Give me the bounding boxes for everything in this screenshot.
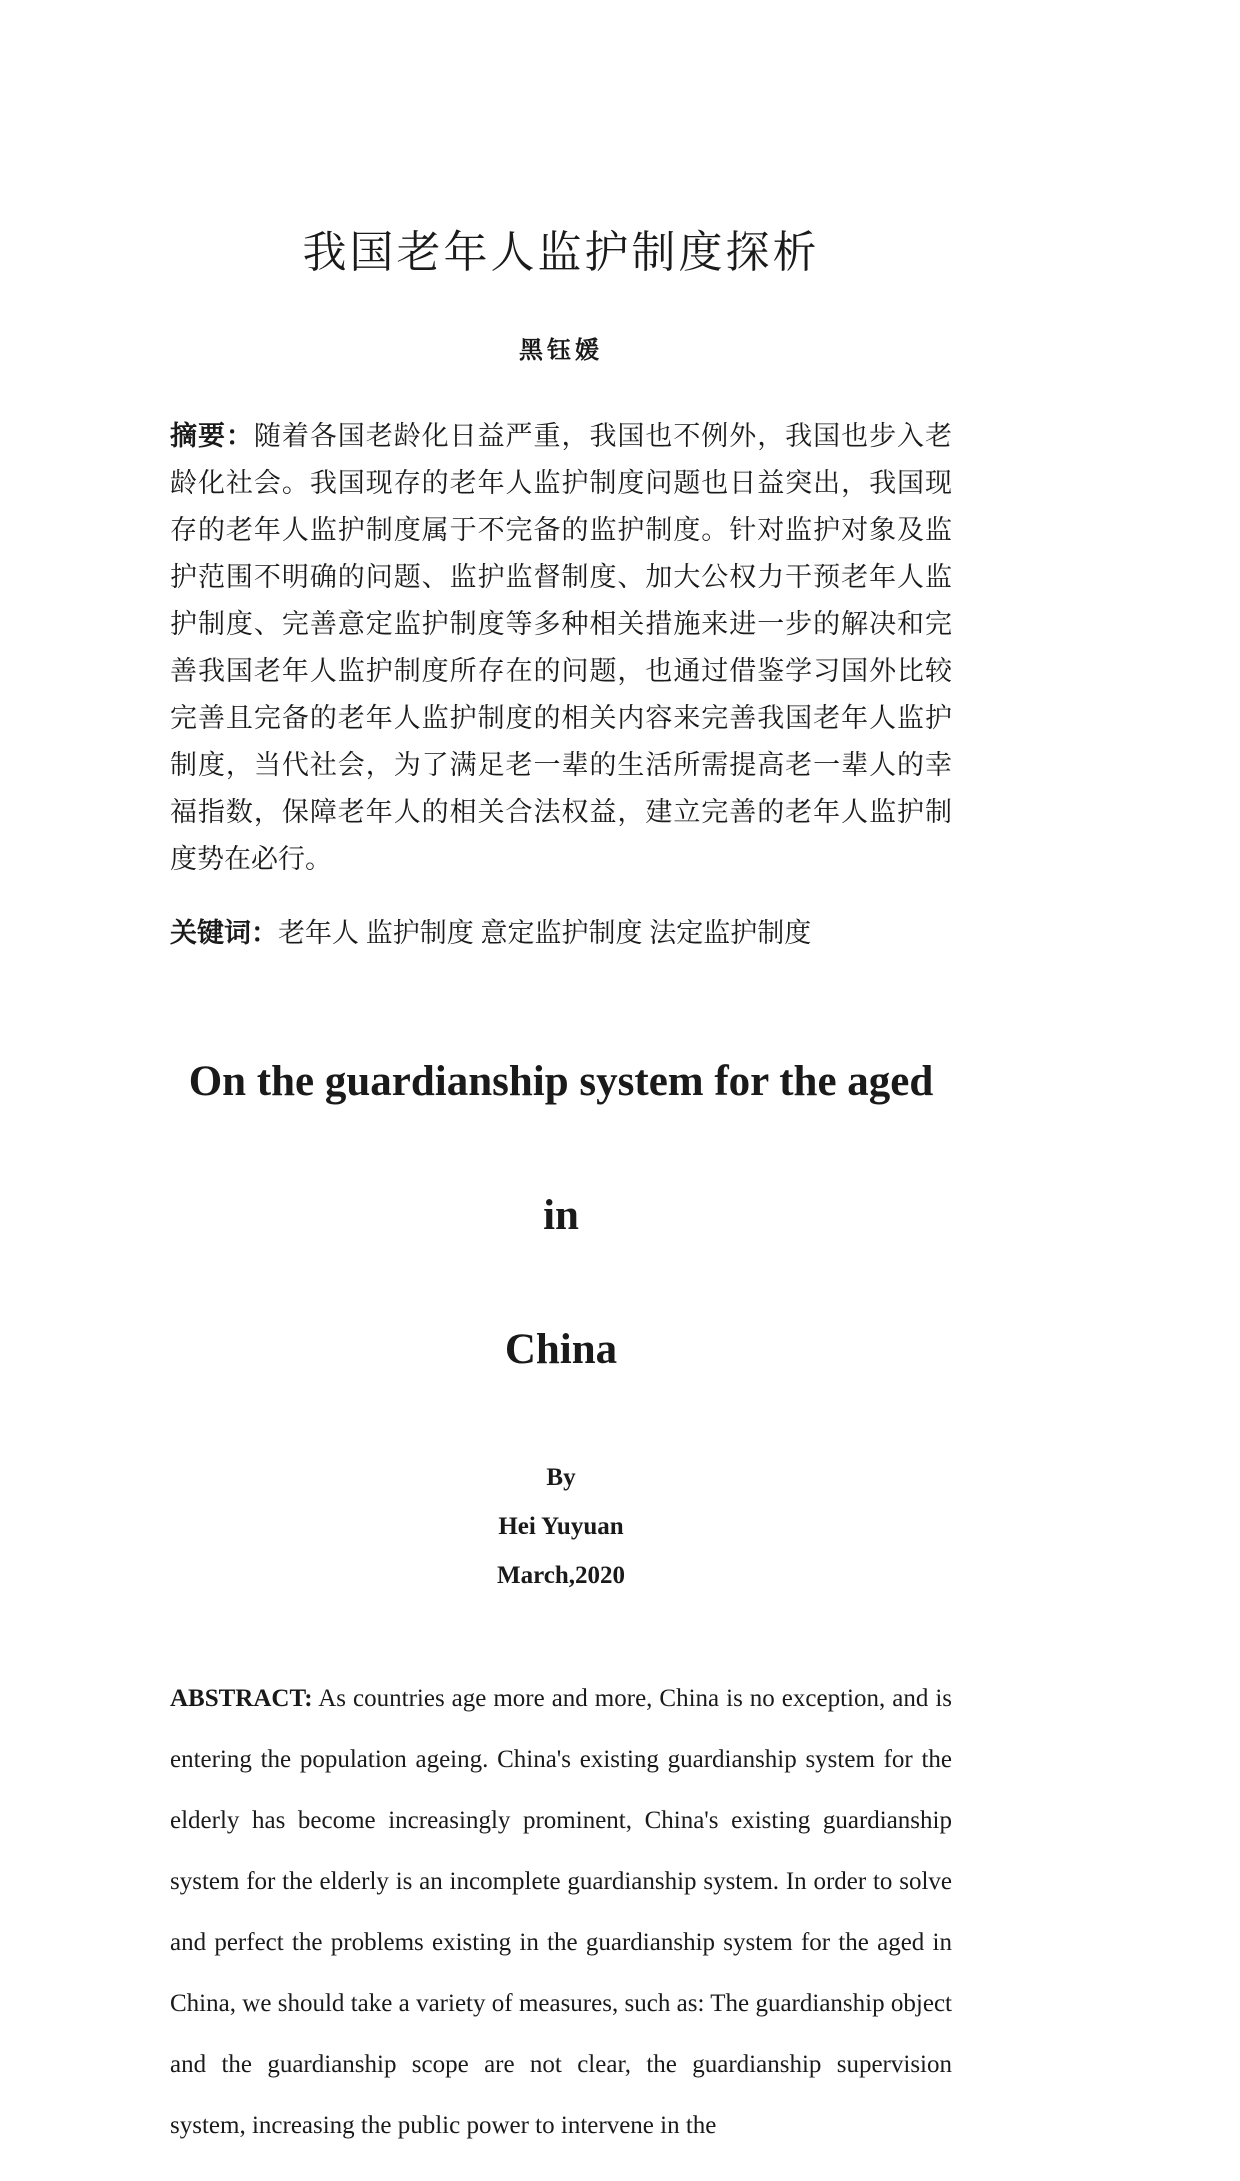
english-author-name: Hei Yuyuan: [498, 1512, 624, 1540]
english-abstract-label: ABSTRACT:: [170, 1684, 313, 1712]
english-title: [170, 1015, 952, 1417]
chinese-keywords-label: 关键词：: [170, 917, 278, 948]
english-abstract-text: As countries age more and more, China is no exception, and is entering the population ageing. China's existing guardianship system for the elderly has become increasingly prominent, China's existing guardianship system for the elderly is an incomplete guardianship system. In order to solve and perfect the problems existing in the guardianship system for the aged in China, we should take a variety of measures, such as: The guardianship object and the guardianship scope are not clear, the guardianship supervision system, increasing the public power to intervene in the: [170, 1684, 952, 2139]
chinese-title: 我国老年人监护制度探析: [302, 228, 820, 278]
english-title-line2: China: [504, 1325, 618, 1373]
english-abstract: [170, 1668, 952, 2156]
english-meta: [170, 1453, 952, 1600]
chinese-abstract: [170, 413, 952, 883]
chinese-abstract-text: 随着各国老龄化日益严重，我国也不例外，我国也步入老龄化社会。我国现存的老年人监护制度问题也日益突出，我国现存的老年人监护制度属于不完备的监护制度。针对监护对象及监护范围不明确的问题、监护监督制度、加大公权力干预老年人监护制度、完善意定监护制度等多种相关措施来进一步的解决和完善我国老年人监护制度所存在的问题，也通过借鉴学习国外比较完善且完备的老年人监护制度的相关内容来完善我国老年人监护制度，当代社会，为了满足老一辈的生活所需提高老一辈人的幸福指数，保障老年人的相关合法权益，建立完善的老年人监护制度势在必行。: [170, 420, 953, 874]
chinese-abstract-label: 摘要：: [170, 420, 254, 451]
paper-page: [170, 0, 952, 2181]
byline: By: [546, 1463, 576, 1491]
english-title-line1: On the guardianship system for the aged in: [188, 1057, 934, 1239]
chinese-author-name: 黑钰媛: [519, 337, 603, 364]
publication-date: March,2020: [497, 1561, 625, 1589]
chinese-keywords: [170, 910, 952, 957]
chinese-keywords-text: 老年人 监护制度 意定监护制度 法定监护制度: [278, 917, 812, 948]
